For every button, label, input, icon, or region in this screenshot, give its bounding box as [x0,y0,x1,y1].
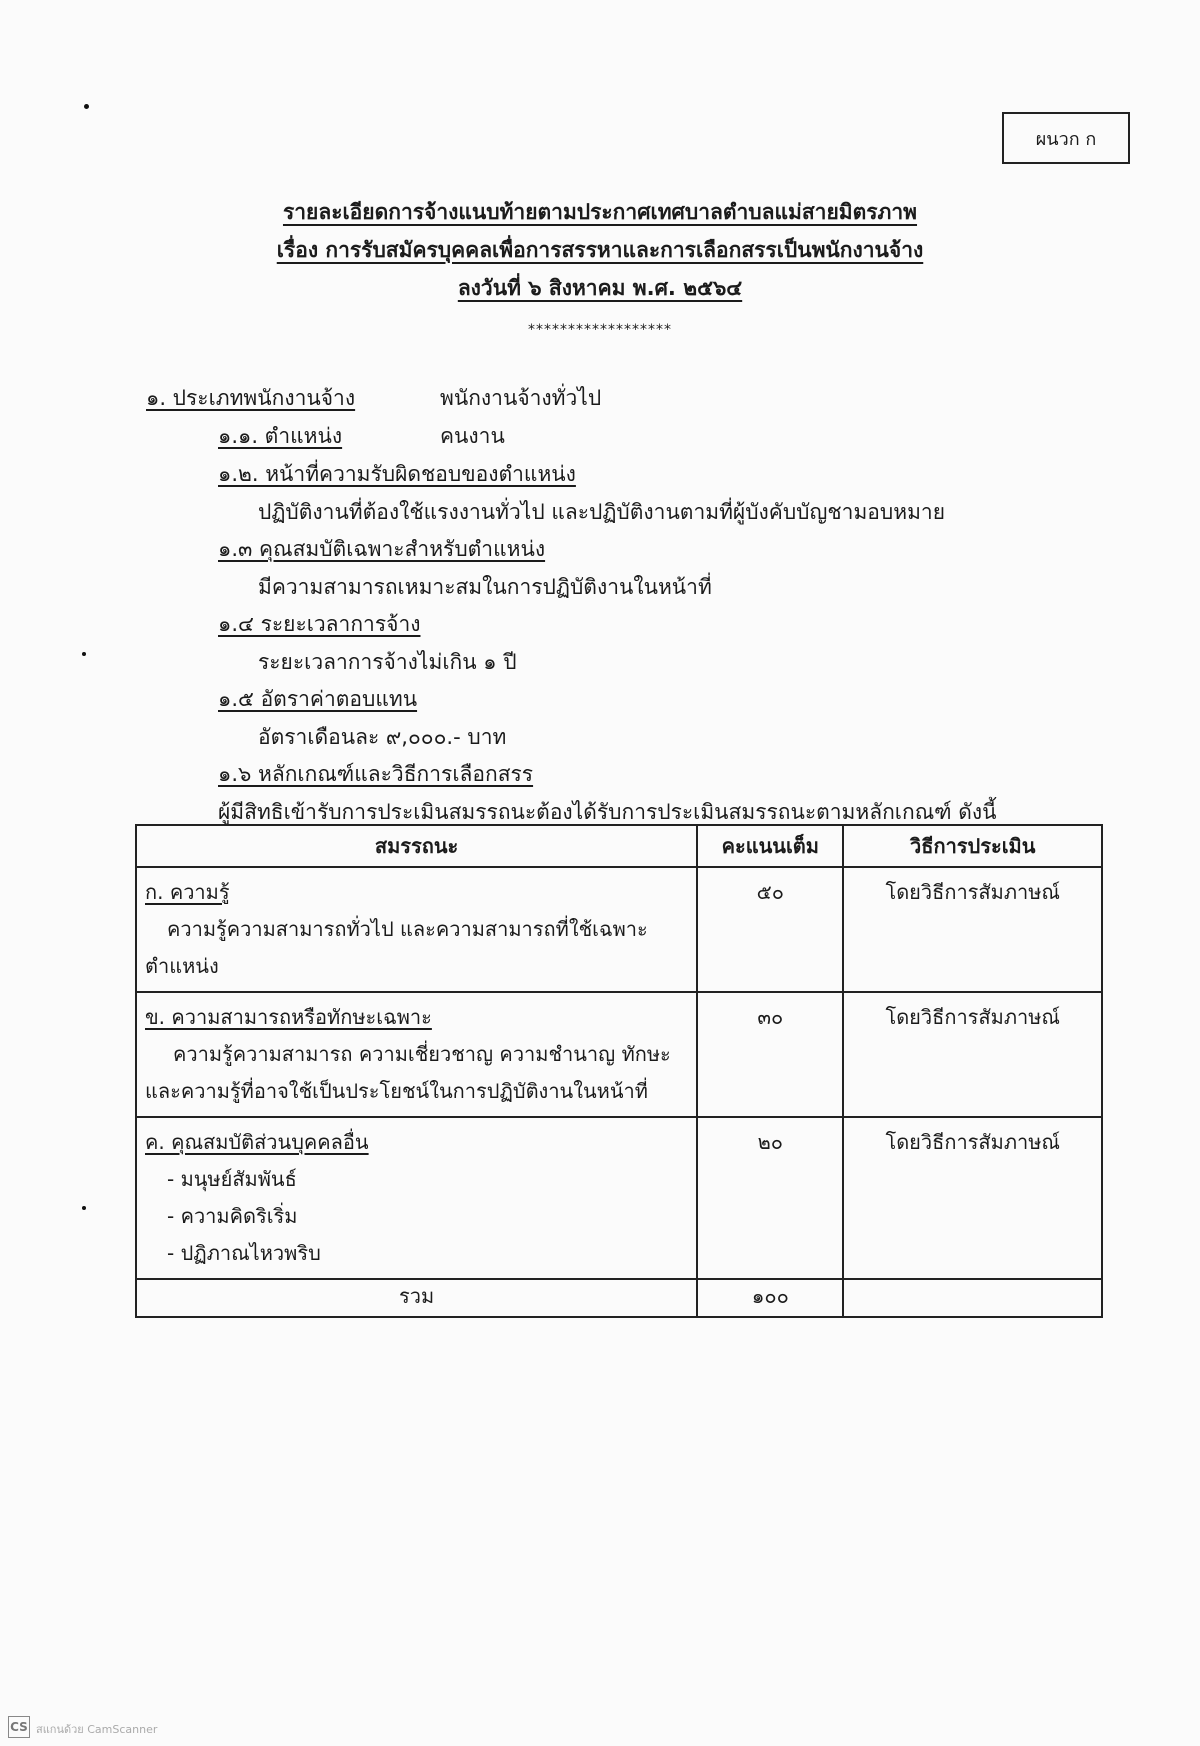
section-1-2-label: ๑.๒. หน้าที่ความรับผิดชอบของตำแหน่ง [218,462,576,486]
section-1-value: พนักงานจ้างทั่วไป [440,386,602,410]
section-1-2-text: ปฏิบัติงานที่ต้องใช้แรงงานทั่วไป และปฏิบัติงานตามที่ผู้บังคับบัญชามอบหมาย [258,500,946,524]
row-item: - ความคิดริเริ่ม [167,1204,298,1228]
row-method: โดยวิธีการสัมภาษณ์ [843,867,1102,992]
title-line-1: รายละเอียดการจ้างแนบท้ายตามประกาศเทศบาลตำบลแม่สายมิตรภาพ [282,200,918,224]
annex-label: ผนวก ก [1002,112,1130,164]
table-row [136,867,1102,992]
row-desc: และความรู้ที่อาจใช้เป็นประโยชน์ในการปฏิบัติงานในหน้าที่ [145,1079,648,1103]
row-item: - ปฏิภาณไหวพริบ [167,1241,321,1265]
section-1-4-label: ๑.๔ ระยะเวลาการจ้าง [218,612,421,636]
criteria-table [135,824,1103,1318]
scan-speck [82,652,86,656]
title-separator: ****************** [528,322,672,338]
row-competency [136,992,697,1117]
section-1-3-text: มีความสามารถเหมาะสมในการปฏิบัติงานในหน้าที่ [258,575,712,599]
camscanner-watermark: สแกนด้วย CamScanner [36,1723,158,1736]
section-1-1-label: ๑.๑. ตำแหน่ง [218,424,343,448]
title-line-3: ลงวันที่ ๖ สิงหาคม พ.ศ. ๒๕๖๔ [457,276,743,300]
section-1-4-text: ระยะเวลาการจ้างไม่เกิน ๑ ปี [258,650,517,674]
row-desc: ความรู้ความสามารถ ความเชี่ยวชาญ ความชำนาญ ทักษะ [173,1042,671,1066]
table-total-row [136,1279,1102,1317]
row-score: ๓๐ [697,992,843,1117]
table-row [136,992,1102,1117]
row-item: - มนุษย์สัมพันธ์ [167,1167,297,1191]
header-method: วิธีการประเมิน [843,825,1102,867]
camscanner-logo: CS [8,1716,30,1738]
table-row [136,1117,1102,1279]
section-1-6-label: ๑.๖ หลักเกณฑ์และวิธีการเลือกสรร [218,762,534,786]
section-1-3-label: ๑.๓ คุณสมบัติเฉพาะสำหรับตำแหน่ง [218,537,546,561]
section-1-5-text: อัตราเดือนละ ๙,๐๐๐.- บาท [258,725,507,749]
header-full-score: คะแนนเต็ม [697,825,843,867]
table-header-row [136,825,1102,867]
row-title: ก. ความรู้ [145,880,230,904]
row-title: ค. คุณสมบัติส่วนบุคคลอื่น [145,1130,369,1154]
scan-speck [84,104,89,109]
row-desc: ความรู้ความสามารถทั่วไป และความสามารถที่ใช้เฉพาะ [167,917,648,941]
section-1-heading: ๑. ประเภทพนักงานจ้าง [146,386,356,410]
row-competency [136,1117,697,1279]
section-1-6-text: ผู้มีสิทธิเข้ารับการประเมินสมรรถนะต้องได้รับการประเมินสมรรถนะตามหลักเกณฑ์ ดังนี้ [218,800,997,824]
section-1-5-label: ๑.๕ อัตราค่าตอบแทน [218,687,418,711]
row-method: โดยวิธีการสัมภาษณ์ [843,992,1102,1117]
row-score: ๒๐ [697,1117,843,1279]
total-method-empty [843,1279,1102,1317]
row-desc: ตำแหน่ง [145,954,219,978]
row-score: ๕๐ [697,867,843,992]
header-competency: สมรรถนะ [136,825,697,867]
section-1-1-value: คนงาน [440,424,505,448]
scan-speck [82,1206,86,1210]
row-method: โดยวิธีการสัมภาษณ์ [843,1117,1102,1279]
title-line-2: เรื่อง การรับสมัครบุคคลเพื่อการสรรหาและการเลือกสรรเป็นพนักงานจ้าง [276,238,924,262]
total-score: ๑๐๐ [697,1279,843,1317]
total-label: รวม [136,1279,697,1317]
row-title: ข. ความสามารถหรือทักษะเฉพาะ [145,1005,432,1029]
row-competency [136,867,697,992]
